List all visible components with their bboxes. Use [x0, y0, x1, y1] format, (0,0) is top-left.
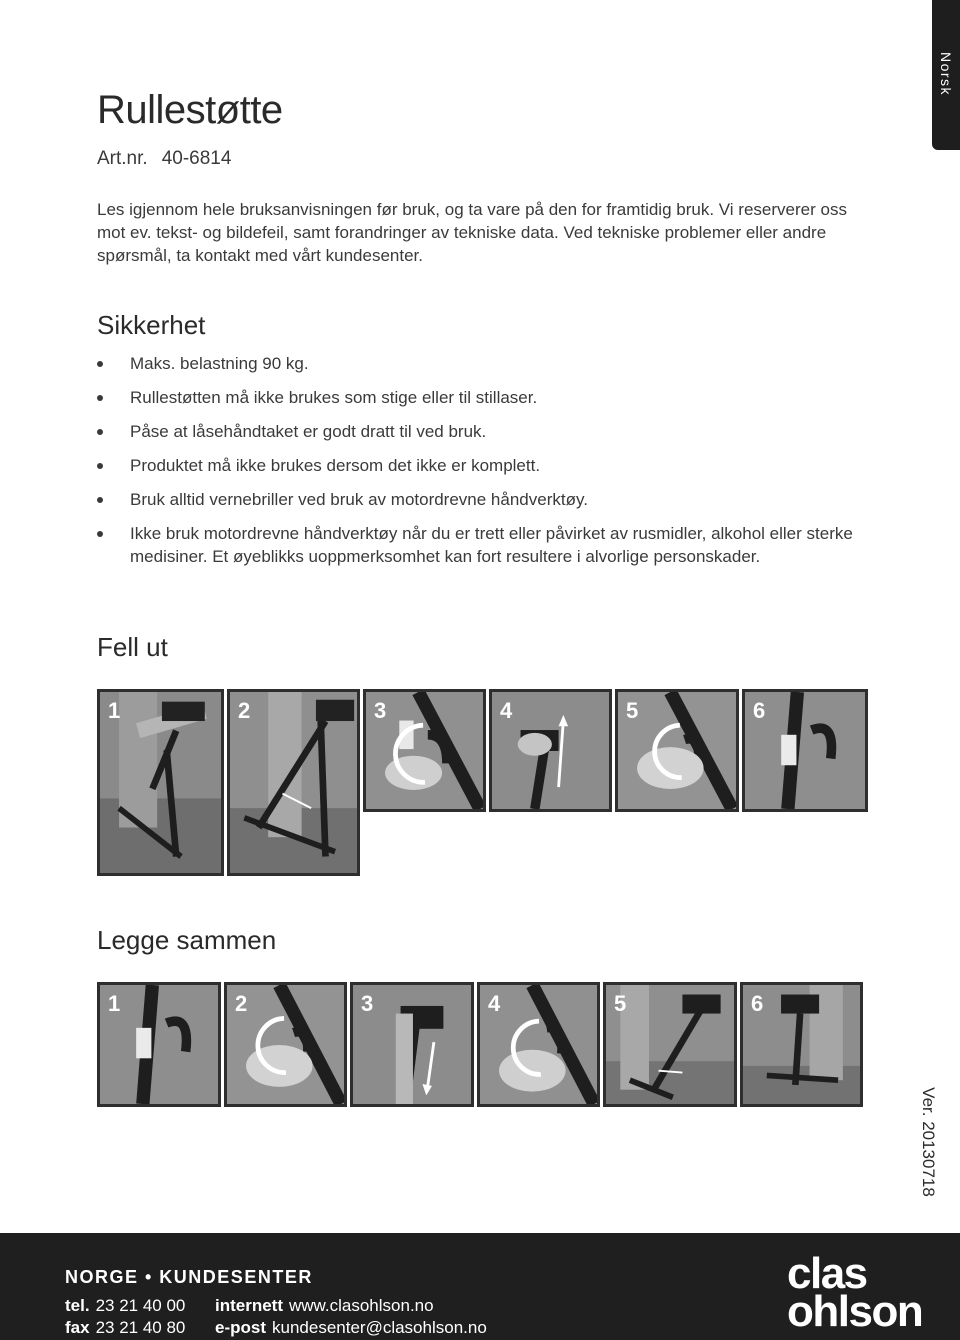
step-number: 2	[238, 698, 251, 723]
safety-list	[97, 352, 897, 579]
internet-label: internett	[215, 1296, 283, 1315]
fold-step-image	[477, 982, 600, 1107]
language-label: Norsk	[938, 51, 954, 97]
email-link[interactable]: kundesenter@clasohlson.no	[272, 1318, 487, 1337]
safety-heading: Sikkerhet	[97, 310, 206, 340]
step-number: 3	[361, 991, 374, 1016]
language-tab	[932, 0, 960, 150]
footer-phone-row	[65, 1296, 434, 1316]
safety-item: Rullestøtten må ikke brukes som stige eller til stillaser.	[97, 386, 897, 409]
unfold-step-image	[489, 689, 612, 812]
step-number: 6	[751, 991, 764, 1016]
fax-label: fax	[65, 1318, 90, 1337]
page-title: Rullestøtte	[97, 88, 283, 132]
bullet-icon	[97, 361, 103, 367]
unfold-step-image	[363, 689, 486, 812]
bullet-icon	[97, 429, 103, 435]
unfold-step-image	[227, 689, 360, 876]
unfold-step-image	[97, 689, 224, 876]
website-link[interactable]: www.clasohlson.no	[289, 1296, 434, 1315]
version-label: Ver. 20130718	[919, 1087, 938, 1197]
phone-label: tel.	[65, 1296, 90, 1315]
phone-number: 23 21 40 00	[95, 1296, 186, 1315]
step-number: 4	[500, 698, 513, 723]
customer-center-heading: NORGE • KUNDESENTER	[65, 1267, 313, 1287]
safety-item: Produktet må ikke brukes dersom det ikke er komplett.	[97, 454, 897, 477]
logo-line-1: clas	[787, 1249, 867, 1298]
article-number-label: Art.nr.	[97, 148, 148, 169]
step-number: 1	[108, 698, 121, 723]
step-number: 2	[235, 991, 248, 1016]
step-number: 3	[374, 698, 387, 723]
email-label: e-post	[215, 1318, 266, 1337]
bullet-icon	[97, 395, 103, 401]
bullet-icon	[97, 463, 103, 469]
step-number: 1	[108, 991, 121, 1016]
footer	[0, 1233, 960, 1340]
brand-logo	[787, 1249, 923, 1336]
fold-heading: Legge sammen	[97, 925, 277, 955]
safety-item: Maks. belastning 90 kg.	[97, 352, 897, 375]
logo-line-2: ohlson	[787, 1287, 923, 1336]
article-number	[97, 148, 231, 170]
safety-item: Bruk alltid vernebriller ved bruk av motordrevne håndverktøy.	[97, 488, 897, 511]
fold-step-image	[97, 982, 221, 1107]
fold-steps	[97, 982, 863, 1107]
article-number-value: 40-6814	[161, 148, 232, 169]
footer-fax-row	[65, 1318, 487, 1338]
unfold-steps	[97, 689, 868, 876]
step-number: 5	[614, 991, 627, 1016]
safety-item: Påse at låsehåndtaket er godt dratt til ved bruk.	[97, 420, 897, 443]
intro-text: Les igjennom hele bruksanvisningen før bruk, og ta vare på den for framtidig bruk. Vi reserverer oss mot ev. tekst- og bildefeil, samt forandringer av tekniske data. Ved tekniske problemer eller andre spørsmål, ta kontakt med vårt kundesenter.	[97, 200, 847, 265]
safety-item: Ikke bruk motordrevne håndverktøy når du er trett eller påvirket av rusmidler, alkohol eller sterke medisiner. Et øyeblikks uoppmerksomhet kan fort resultere i alvorlige personskader.	[97, 522, 897, 568]
step-number: 5	[626, 698, 639, 723]
fold-step-image	[350, 982, 474, 1107]
bullet-icon	[97, 531, 103, 537]
step-number: 6	[753, 698, 766, 723]
bullet-icon	[97, 497, 103, 503]
unfold-step-image	[615, 689, 739, 812]
fold-step-image	[603, 982, 737, 1107]
unfold-heading: Fell ut	[97, 632, 168, 662]
fax-number: 23 21 40 80	[95, 1318, 186, 1337]
fold-step-image	[224, 982, 347, 1107]
step-number: 4	[488, 991, 501, 1016]
unfold-step-image	[742, 689, 868, 812]
fold-step-image	[740, 982, 863, 1107]
